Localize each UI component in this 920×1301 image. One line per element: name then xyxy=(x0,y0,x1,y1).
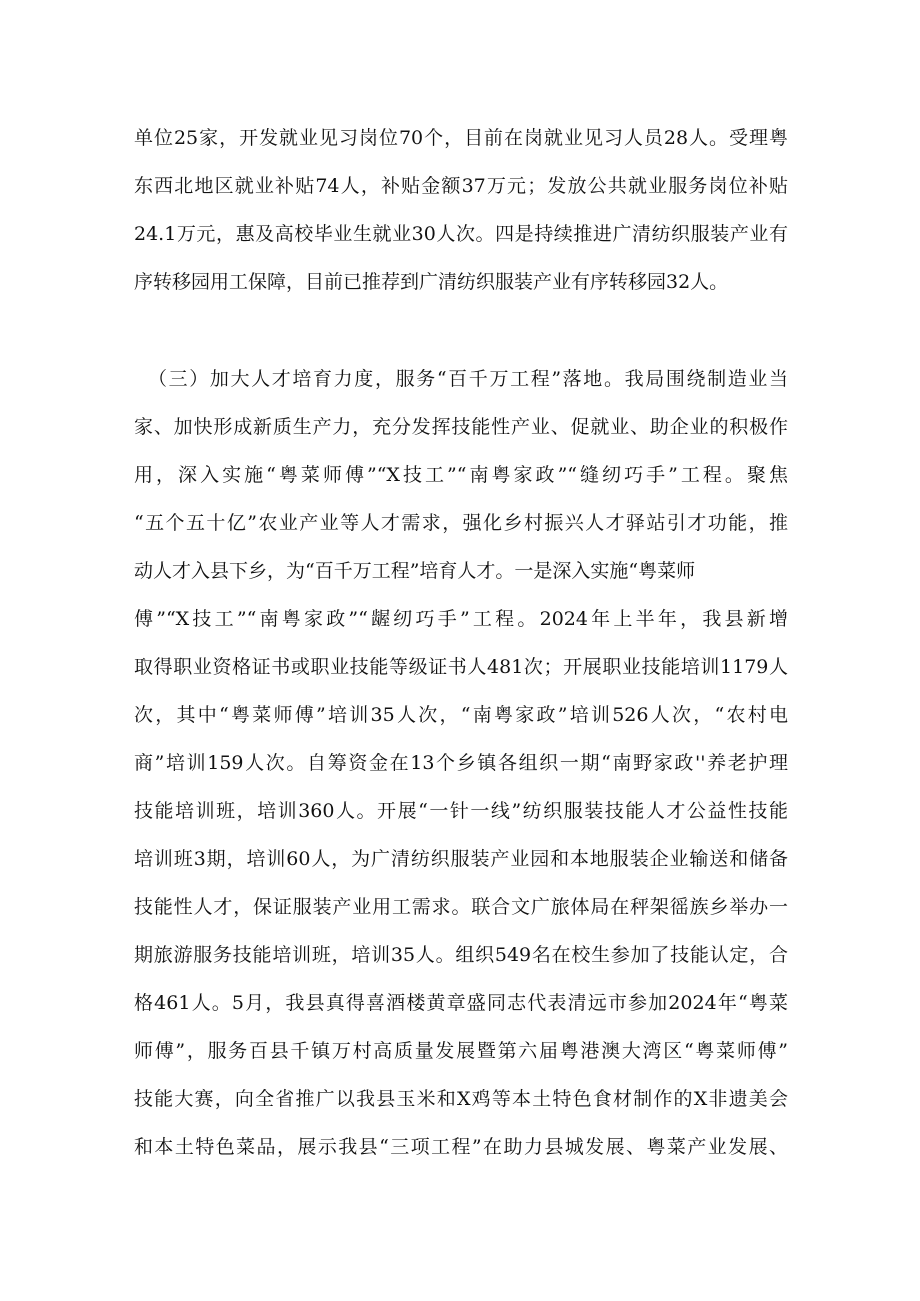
text-line: 序转移园用工保障，目前已推荐到广清纺织服装产业有序转移园32人。 xyxy=(134,271,729,293)
text-line: “五个五十亿”农业产业等人才需求，强化乡村振兴人才驿站引才功能，推 xyxy=(134,512,788,534)
text-line: （三）加大人才培育力度，服务“百千万工程”落地。我局围绕制造业当 xyxy=(148,368,788,390)
text-line: 24.1万元，惠及高校毕业生就业30人次。四是持续推进广清纺织服装产业有 xyxy=(134,223,788,245)
text-line: 格461人。5月，我县真得喜酒楼黄章盛同志代表清远市参加2024年“粤菜 xyxy=(134,992,788,1014)
text-line: 技能大赛，向全省推广以我县玉米和X鸡等本土特色食材制作的X非遗美会 xyxy=(134,1088,788,1110)
text-line: 师傅”，服务百县千镇万村高质量发展暨第六届粤港澳大湾区“粤菜师傅” xyxy=(134,1040,788,1062)
text-line: 技能性人才，保证服装产业用工需求。联合文广旅体局在秤架徭族乡举办一 xyxy=(134,896,788,918)
text-line: 单位25家，开发就业见习岗位70个，目前在岗就业见习人员28人。受理粤 xyxy=(134,127,788,149)
text-line: 动人才入县下乡，为“百千万工程”培育人才。一是深入实施“粤菜师 xyxy=(134,560,696,582)
text-line: 用，深入实施“粤菜师傅”“X技工”“南粤家政”“缝纫巧手”工程。聚焦 xyxy=(134,464,788,486)
text-line: 次，其中“粤菜师傅”培训35人次，“南粤家政”培训526人次，“农村电 xyxy=(134,704,788,726)
text-line: 取得职业资格证书或职业技能等级证书人481次；开展职业技能培训1179人 xyxy=(134,656,788,678)
text-line: 东西北地区就业补贴74人，补贴金额37万元；发放公共就业服务岗位补贴 xyxy=(134,175,788,197)
text-line: 技能培训班，培训360人。开展“一针一线”纺织服装技能人才公益性技能 xyxy=(134,800,788,822)
text-line: 培训班3期，培训60人，为广清纺织服装产业园和本地服装企业输送和储备 xyxy=(134,848,788,870)
text-line: 家、加快形成新质生产力，充分发挥技能性产业、促就业、助企业的积极作 xyxy=(134,416,788,438)
text-line: 傅”“X技工”“南粤家政”“龌纫巧手”工程。2024年上半年，我县新增 xyxy=(134,608,788,630)
text-line: 期旅游服务技能培训班，培训35人。组织549名在校生参加了技能认定，合 xyxy=(134,944,788,966)
text-line: 商”培训159人次。自筹资金在13个乡镇各组织一期“南野家政''养老护理 xyxy=(134,752,788,774)
text-line: 和本土特色菜品，展示我县“三项工程”在助力县城发展、粤菜产业发展、 xyxy=(134,1136,788,1158)
